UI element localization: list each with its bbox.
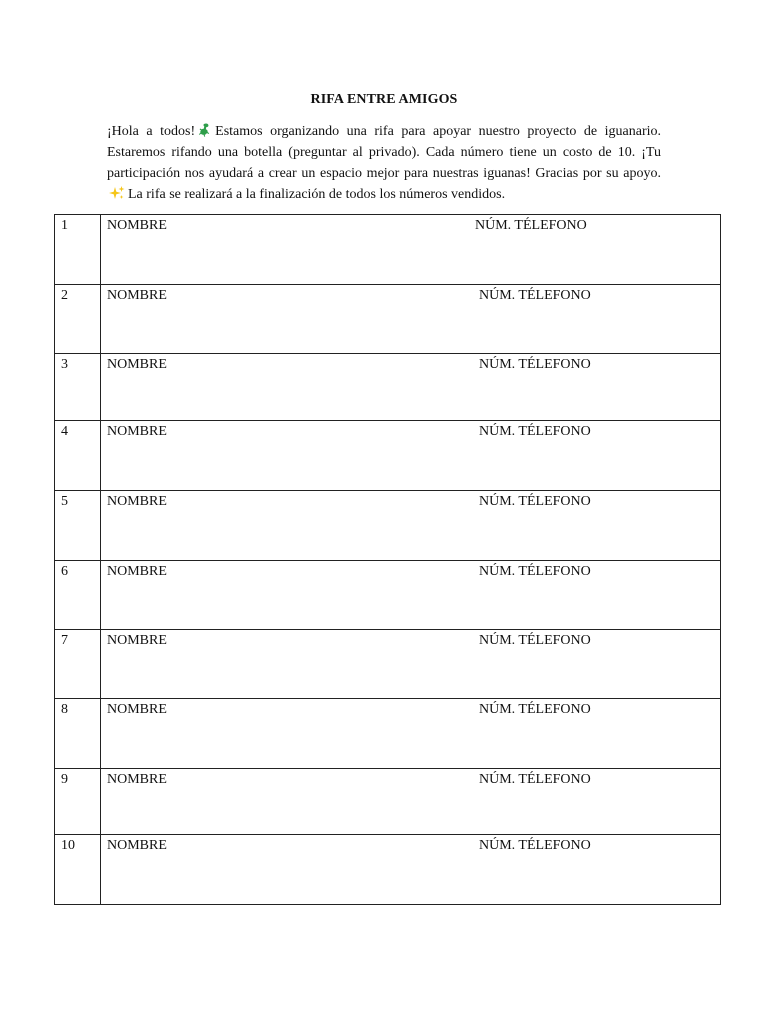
raffle-number: 6 <box>55 561 101 630</box>
raffle-entry-cell[interactable] <box>101 491 721 561</box>
raffle-row <box>55 835 721 905</box>
raffle-row <box>55 215 721 285</box>
raffle-row <box>55 354 721 421</box>
raffle-number: 2 <box>55 285 101 354</box>
raffle-row <box>55 491 721 561</box>
phone-label: NÚM. TÉLEFONO <box>475 218 587 233</box>
name-label: NOMBRE <box>107 702 167 717</box>
name-label: NOMBRE <box>107 424 167 439</box>
raffle-entry-cell[interactable] <box>101 561 721 630</box>
raffle-number: 7 <box>55 630 101 699</box>
raffle-entry-cell[interactable] <box>101 354 721 421</box>
raffle-row <box>55 421 721 491</box>
intro-paragraph <box>107 121 661 205</box>
raffle-entry-cell[interactable] <box>101 421 721 491</box>
raffle-number: 3 <box>55 354 101 421</box>
raffle-table-body <box>55 215 721 905</box>
phone-label: NÚM. TÉLEFONO <box>479 494 591 509</box>
raffle-number: 10 <box>55 835 101 905</box>
raffle-entry-cell[interactable] <box>101 630 721 699</box>
name-label: NOMBRE <box>107 838 167 853</box>
raffle-number: 8 <box>55 699 101 769</box>
raffle-table <box>54 214 721 905</box>
name-label: NOMBRE <box>107 218 167 233</box>
name-label: NOMBRE <box>107 288 167 303</box>
raffle-entry-cell[interactable] <box>101 835 721 905</box>
name-label: NOMBRE <box>107 494 167 509</box>
intro-greeting: ¡Hola a todos! <box>107 124 196 139</box>
raffle-entry-cell[interactable] <box>101 699 721 769</box>
phone-label: NÚM. TÉLEFONO <box>479 288 591 303</box>
phone-label: NÚM. TÉLEFONO <box>479 424 591 439</box>
name-label: NOMBRE <box>107 564 167 579</box>
phone-label: NÚM. TÉLEFONO <box>479 633 591 648</box>
raffle-entry-cell[interactable] <box>101 215 721 285</box>
intro-closing: La rifa se realizará a la finalización de todos los números vendidos. <box>128 187 506 202</box>
phone-label: NÚM. TÉLEFONO <box>479 357 591 372</box>
raffle-row <box>55 769 721 835</box>
name-label: NOMBRE <box>107 357 167 372</box>
lizard-emoji-icon <box>197 122 211 138</box>
intro-body: Estamos organizando una rifa para apoyar nuestro proyecto de iguanario. Estaremos rifando una botella (preguntar al privado). Cada número tiene un costo de 10. ¡Tu participación nos ayudará a crear un espacio mejor para nuestras iguanas! Gracias por su apoyo. <box>107 124 661 181</box>
raffle-entry-cell[interactable] <box>101 285 721 354</box>
phone-label: NÚM. TÉLEFONO <box>479 772 591 787</box>
phone-label: NÚM. TÉLEFONO <box>479 838 591 853</box>
phone-label: NÚM. TÉLEFONO <box>479 702 591 717</box>
raffle-row <box>55 630 721 699</box>
raffle-number: 5 <box>55 491 101 561</box>
sparkles-emoji-icon <box>109 185 125 201</box>
raffle-row <box>55 561 721 630</box>
raffle-row <box>55 285 721 354</box>
raffle-number: 9 <box>55 769 101 835</box>
raffle-row <box>55 699 721 769</box>
raffle-number: 4 <box>55 421 101 491</box>
name-label: NOMBRE <box>107 772 167 787</box>
phone-label: NÚM. TÉLEFONO <box>479 564 591 579</box>
raffle-entry-cell[interactable] <box>101 769 721 835</box>
raffle-number: 1 <box>55 215 101 285</box>
document-title: RIFA ENTRE AMIGOS <box>310 92 458 107</box>
name-label: NOMBRE <box>107 633 167 648</box>
